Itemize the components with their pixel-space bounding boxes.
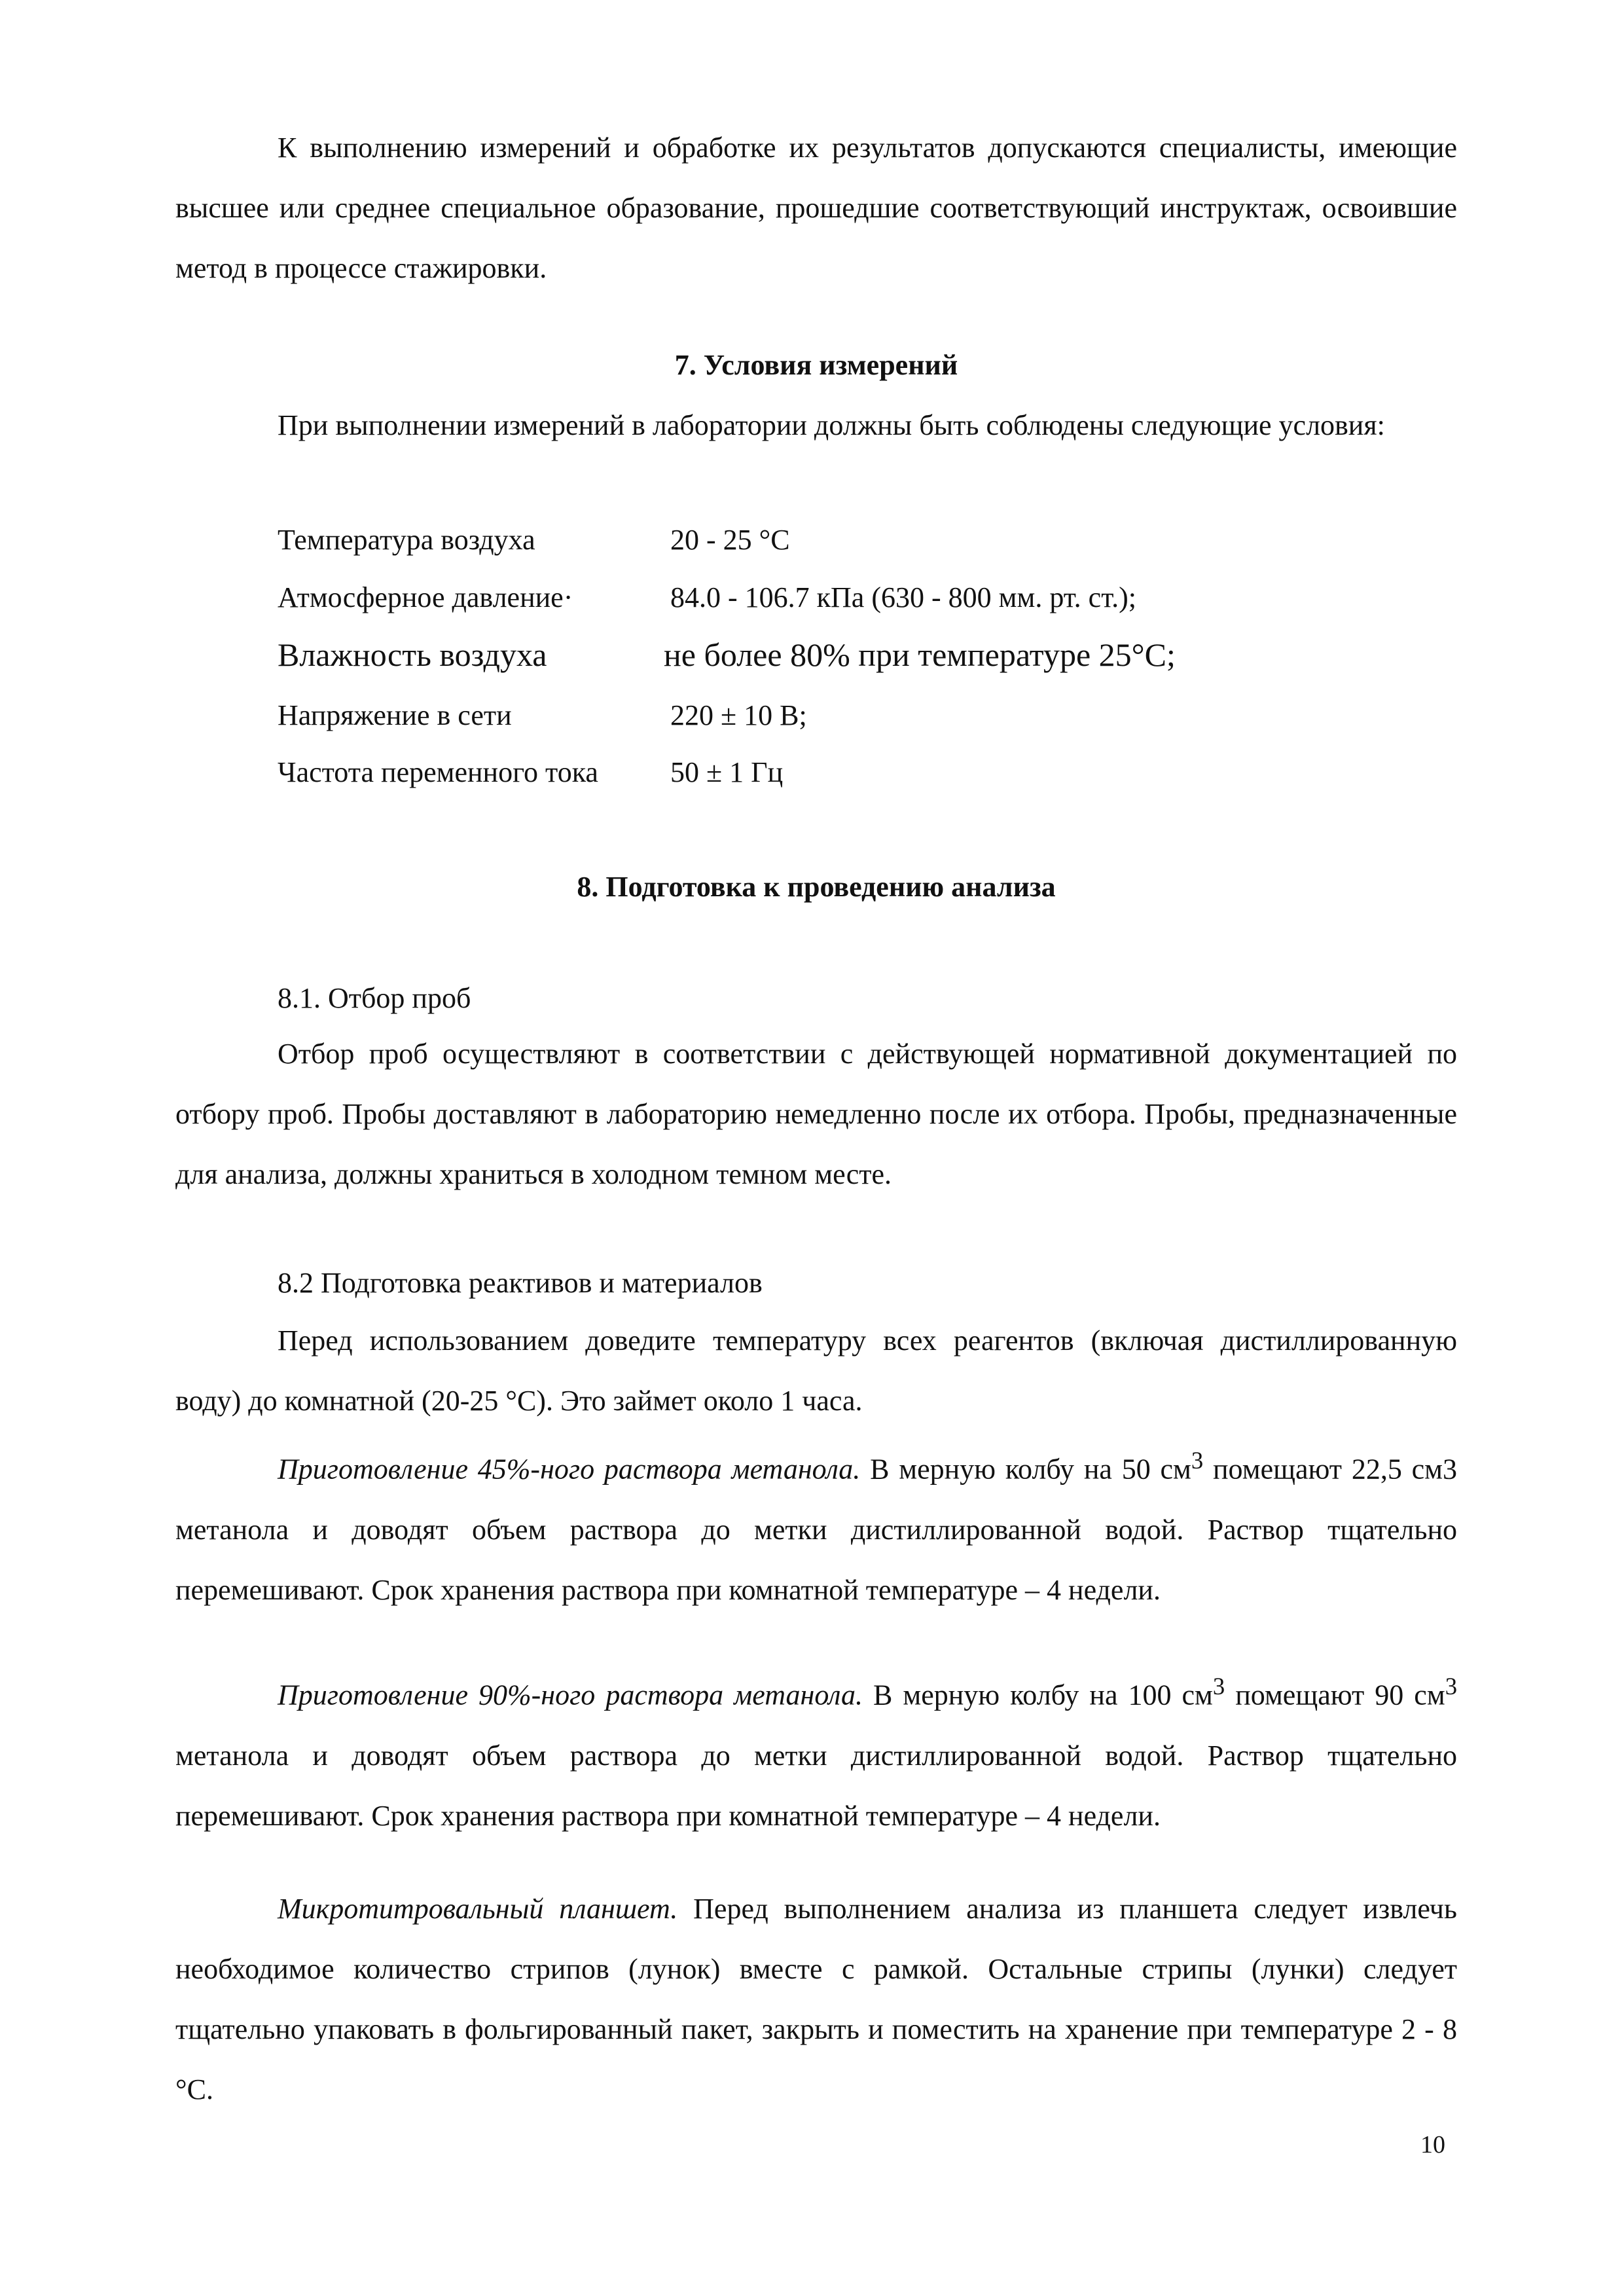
methanol-90-text-c: метанола и доводят объем раствора до метки дистиллированной водой. Раствор тщательно перемешивают. Срок хранения раствора при комнатной температуре – 4 недели. — [175, 1739, 1457, 1832]
subsection-8-2-text: Перед использованием доведите температуру всех реагентов (включая дистиллированную воду) до комнатной (20-25 °С). Это займет около 1 часа. — [175, 1324, 1457, 1417]
condition-row — [278, 578, 1390, 617]
condition-value: 220 ± 10 В; — [670, 699, 807, 731]
methanol-90-title: Приготовление 90%-ного раствора метанола. — [278, 1679, 863, 1711]
methanol-45-text-a: В мерную колбу на 50 см — [860, 1453, 1191, 1485]
condition-label: Частота переменного тока — [278, 756, 598, 788]
page-number: 10 — [1420, 2131, 1445, 2159]
condition-row — [278, 696, 1390, 735]
methanol-45-paragraph — [175, 1430, 1457, 1620]
section-7-intro: При выполнении измерений в лаборатории должны быть соблюдены следующие условия: — [278, 409, 1385, 441]
subsection-8-2-title: 8.2 Подготовка реактивов и материалов — [278, 1267, 763, 1299]
subsection-8-1-text: Отбор проб осуществляют в соответствии с действующей нормативной документацией по отбору проб. Пробы доставляют в лабораторию немедленно после их отбора. Пробы, предназначенные для анализа, должны храниться в холодном темном месте. — [175, 1038, 1457, 1190]
superscript: 3 — [1191, 1447, 1204, 1474]
superscript: 3 — [1212, 1673, 1225, 1700]
condition-label: Температура воздуха — [278, 524, 535, 556]
intro-paragraph: К выполнению измерений и обработке их результатов допускаются специалисты, имеющие высшее или среднее специальное образование, прошедшие соответствующий инструктаж, освоившие метод в процессе стажировки. — [175, 132, 1457, 284]
microplate-paragraph — [175, 1879, 1457, 2120]
condition-value: 84.0 - 106.7 кПа (630 - 800 мм. рт. ст.); — [670, 581, 1136, 613]
condition-row — [278, 520, 1390, 560]
condition-row — [278, 753, 1390, 792]
methanol-90-text-a: В мерную колбу на 100 см — [862, 1679, 1213, 1711]
condition-value: не более 80% при температуре 25°С; — [664, 636, 1176, 673]
superscript: 3 — [1445, 1673, 1458, 1700]
condition-label: Влажность воздуха — [278, 636, 547, 673]
methanol-90-paragraph — [175, 1656, 1457, 1846]
condition-label: Напряжение в сети — [278, 699, 512, 731]
microplate-title: Микротитровальный планшет. — [278, 1893, 678, 1925]
methanol-45-text-b: помещают 22,5 см3 метанола и доводят объем раствора до метки дистиллированной водой. Раствор тщательно перемешивают. Срок хранения раствора при комнатной температуре – 4 недели. — [175, 1453, 1457, 1606]
condition-row — [278, 635, 1390, 674]
section-8-heading: 8. Подготовка к проведению анализа — [577, 871, 1056, 903]
condition-value: 50 ± 1 Гц — [670, 756, 784, 788]
condition-label: Атмосферное давление· — [278, 581, 573, 613]
section-7-heading: 7. Условия измерений — [674, 349, 958, 381]
microplate-text: Перед выполнением анализа из планшета следует извлечь необходимое количество стрипов (лунок) вместе с рамкой. Остальные стрипы (лунки) следует тщательно упаковать в фольгированный пакет, закрыть и поместить на хранение при температуре 2 - 8 °С. — [175, 1893, 1457, 2105]
methanol-90-text-b: помещают 90 см — [1225, 1679, 1445, 1711]
subsection-8-1-title: 8.1. Отбор проб — [278, 982, 471, 1014]
condition-value: 20 - 25 °С — [670, 524, 790, 556]
methanol-45-title: Приготовление 45%-ного раствора метанола. — [278, 1453, 861, 1485]
